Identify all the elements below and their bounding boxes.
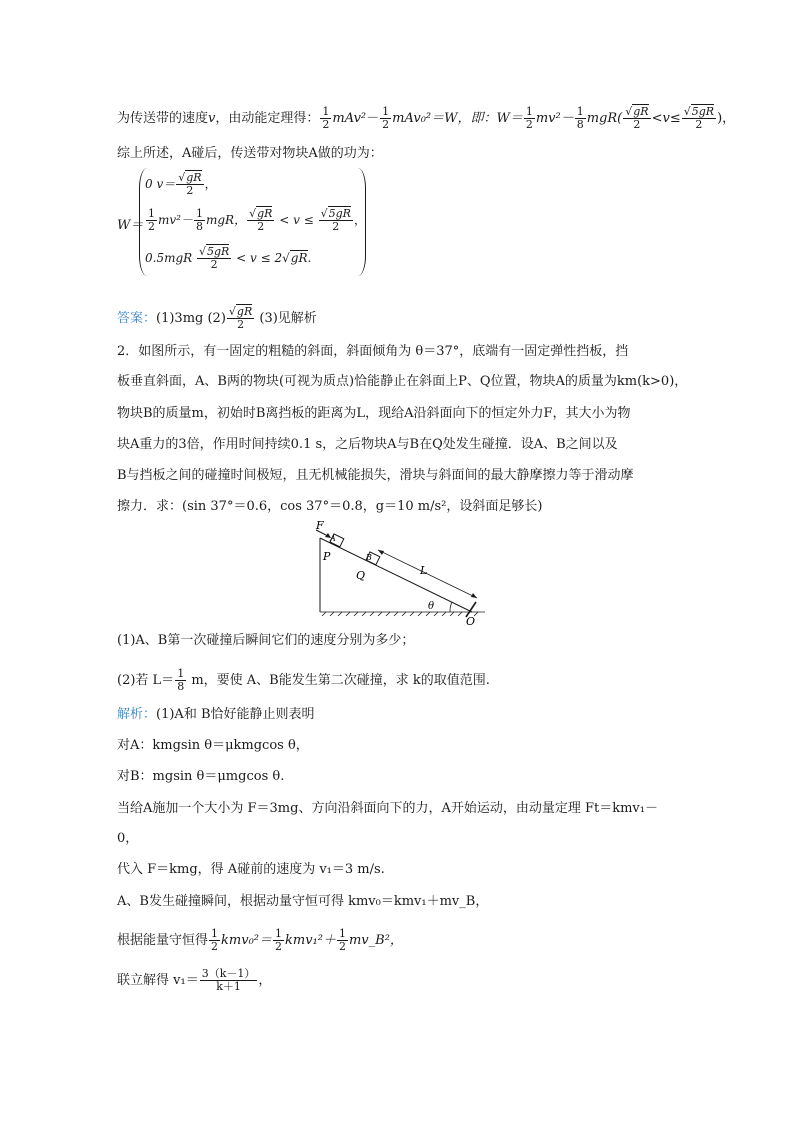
fraction — [319, 208, 353, 233]
text: < v ≤ — [275, 213, 318, 227]
label-b: B — [366, 553, 372, 562]
problem-line-1: 2．如图所示，有一固定的粗糙的斜面，斜面倾角为 θ＝37°，底端有一固定弹性挡板，挡 — [117, 344, 629, 359]
text: mAv² — [332, 111, 367, 126]
label-a: A — [330, 534, 336, 543]
fraction — [682, 106, 716, 131]
case-2 — [145, 208, 366, 233]
case-1 — [145, 172, 217, 197]
text: gR — [186, 171, 202, 184]
text: 1 — [211, 927, 219, 940]
text: mv²－ — [535, 111, 574, 126]
text: gR — [257, 207, 273, 220]
text: 1 — [382, 105, 390, 118]
text: √5gR — [199, 245, 230, 258]
text: 1 — [148, 207, 155, 220]
text: √gR — [625, 105, 649, 118]
incline-slope — [320, 538, 472, 612]
problem-line-3: 物块B的质量m，初始时B离挡板的距离为L，现给A沿斜面向下的恒定外力F，其大小为物 — [117, 406, 631, 421]
problem-line-6: 擦力．求：(sin 37°＝0.6，cos 37°＝0.8，g＝10 m/s²，设斜面足够长) — [117, 499, 543, 514]
fraction — [197, 246, 231, 271]
text: 2 — [695, 118, 703, 131]
text: 2 — [338, 940, 346, 953]
text: . — [307, 251, 312, 265]
text: 5gR — [691, 105, 715, 118]
answer-line — [117, 306, 317, 331]
text: √gR — [249, 207, 273, 220]
text: < v ≤ 2 — [232, 251, 283, 265]
label-o: O — [466, 615, 476, 628]
text: <v≤ — [651, 111, 681, 126]
text: (1)A和 B恰好能静止则表明 — [156, 707, 315, 722]
text: 1 — [275, 927, 282, 940]
fraction — [623, 106, 650, 131]
solution-line-7: A、B发生碰撞瞬间，根据动量守恒可得 kmv₀＝kmv₁＋mv_B， — [117, 894, 489, 909]
solution-line-2: 对A：kmgsin θ＝μkmgcos θ， — [117, 738, 309, 753]
text: 联立解得 v₁＝ — [117, 973, 199, 988]
ground-hatch — [320, 612, 485, 616]
fraction — [194, 208, 205, 233]
text: gR — [236, 305, 253, 318]
text: mgR( — [586, 111, 623, 126]
problem-line-5: B与挡板之间的碰撞时间极短，且无机械能损失，滑块与斜面间的最大静摩擦力等于滑动摩 — [117, 468, 634, 483]
text: 0.5mgR — [145, 251, 196, 265]
text: 2 — [332, 220, 340, 233]
text: 2 — [525, 118, 533, 131]
text: 2 — [275, 940, 282, 953]
text: － — [366, 111, 380, 126]
text: 2 — [257, 220, 265, 233]
fraction — [209, 928, 220, 953]
solution-line-1 — [117, 706, 315, 724]
text: √5gR — [320, 207, 351, 220]
text: 1 — [177, 667, 185, 680]
text: 为传送带的速度 — [117, 111, 209, 126]
text: )， — [717, 111, 736, 126]
text: 2 — [148, 220, 155, 233]
text: 1 — [195, 207, 203, 220]
summary-line: 综上所述，A碰后，传送带对物块A做的功为： — [117, 146, 383, 161]
fraction — [227, 306, 254, 331]
fraction — [200, 968, 258, 993]
answer-label: 答案： — [117, 311, 157, 326]
text: 2 — [382, 118, 390, 131]
fraction — [380, 106, 391, 131]
text: (3)见解析 — [255, 311, 317, 326]
text: 0 v＝ — [145, 177, 176, 191]
text: ， — [204, 177, 217, 191]
text: 5gR — [207, 245, 230, 258]
text: 8 — [195, 220, 203, 233]
label-f: F — [316, 520, 324, 532]
text: 2 — [211, 940, 219, 953]
text: gR — [290, 251, 308, 265]
incline-figure — [300, 520, 500, 628]
text: √gR — [228, 305, 253, 318]
angle-arc — [450, 602, 452, 612]
text: 1 — [525, 105, 533, 118]
text: 1 — [576, 105, 584, 118]
text: m，要使 A、B能发生第二次碰撞，求 k的取值范围. — [187, 673, 490, 688]
fraction — [320, 106, 331, 131]
fraction — [575, 106, 586, 131]
text: k＋1 — [216, 980, 241, 993]
label-p: P — [323, 550, 331, 563]
solution-line-4: 当给A施加一个大小为 F＝3mg、方向沿斜面向下的力，A开始运动，由动量定理 Ft＝kmv₁－ — [117, 801, 658, 816]
fraction — [337, 928, 348, 953]
solution-line-6: 代入 F＝kmg，得 A碰前的速度为 v₁＝3 m/s. — [117, 862, 385, 877]
text: v — [208, 111, 216, 126]
problem-line-2: 板垂直斜面，A、B两的物块(可视为质点)恰能静止在斜面上P、Q位置，物块A的质量为km(k>0)， — [117, 374, 688, 389]
question-2 — [117, 668, 490, 693]
text: kmv₁²＋ — [285, 933, 336, 948]
text: ， — [353, 213, 366, 227]
text: mv²－ — [158, 213, 193, 227]
problem-line-4: 块A重力的3倍，作用时间持续0.1 s，之后物块A与B在Q处发生碰撞．设A、B之间以及 — [117, 437, 618, 452]
text: W＝ — [117, 218, 144, 233]
text: gR — [633, 105, 649, 118]
case-3 — [145, 246, 311, 271]
text: (1)3mg (2) — [156, 311, 226, 326]
text: 8 — [177, 680, 185, 693]
text: 5gR — [328, 207, 351, 220]
text: 2 — [186, 184, 194, 197]
solution-line-8 — [117, 928, 403, 953]
text: √5gR — [683, 105, 715, 118]
text: 2 — [237, 318, 245, 331]
text: (2)若 L＝ — [117, 673, 175, 688]
solution-line-3: 对B：mgsin θ＝μmgcos θ. — [117, 769, 285, 784]
text: 2 — [210, 258, 218, 271]
text: 2 — [322, 118, 330, 131]
text: mAv₀²＝W，即：W＝ — [392, 111, 523, 126]
question-1: (1)A、B第一次碰撞后瞬间它们的速度分别为多少； — [117, 633, 415, 648]
text: mv_B²， — [348, 933, 403, 948]
text: mgR， — [205, 213, 247, 227]
piecewise-function — [117, 168, 367, 276]
solution-line-5: 0， — [117, 831, 139, 846]
energy-equation-line — [117, 106, 735, 131]
text: ， — [258, 973, 272, 988]
fraction — [524, 106, 535, 131]
text: 3（k－1） — [201, 967, 256, 980]
text: 8 — [576, 118, 584, 131]
text: kmv₀²＝ — [221, 933, 272, 948]
text: ，由动能定理得： — [215, 111, 320, 126]
length-arrow-top — [378, 550, 384, 555]
label-theta: θ — [428, 601, 435, 612]
fraction — [176, 172, 203, 197]
fraction — [273, 928, 284, 953]
label-q: Q — [356, 569, 366, 582]
text: 根据能量守恒得 — [117, 933, 209, 948]
text: 2 — [633, 118, 641, 131]
text: √gR — [282, 251, 308, 265]
text: √gR — [178, 171, 202, 184]
text: 1 — [338, 927, 346, 940]
solution-label: 解析： — [117, 707, 157, 722]
solution-line-9 — [117, 968, 271, 993]
text: 1 — [322, 105, 330, 118]
label-l: L — [420, 564, 428, 577]
fraction — [247, 208, 274, 233]
fraction — [175, 668, 186, 693]
length-arrow-bottom — [471, 593, 477, 598]
fraction — [146, 208, 157, 233]
